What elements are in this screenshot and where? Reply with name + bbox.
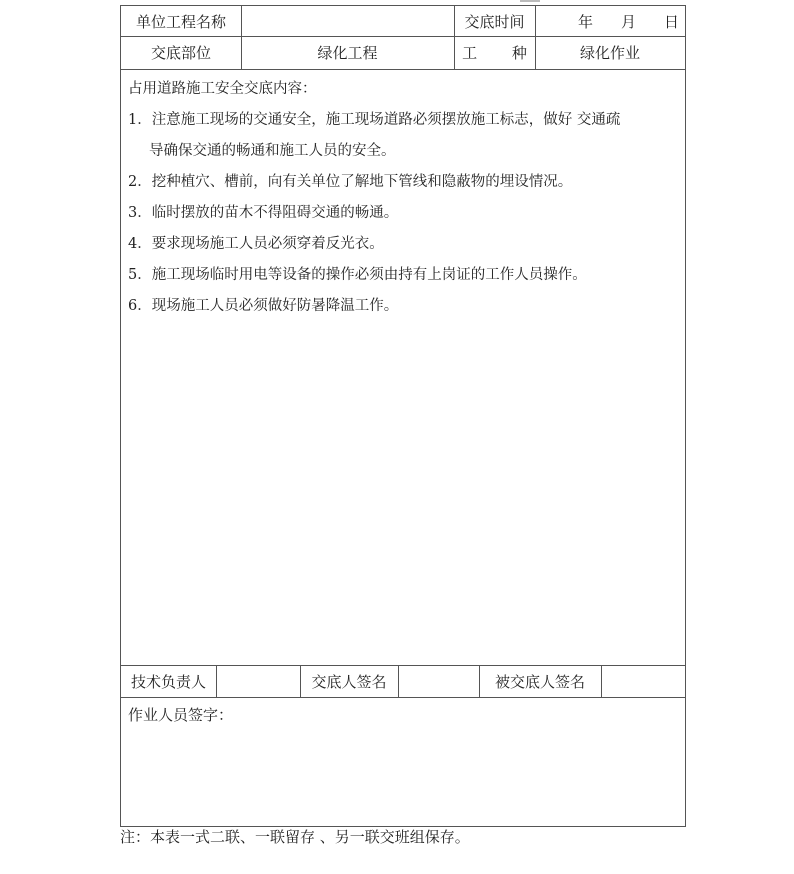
disclosure-part-value: 绿化工程 bbox=[317, 44, 378, 62]
content-item-5: 5．施工现场临时用电等设备的操作必须由持有上岗证的工作人员操作。 bbox=[128, 267, 587, 283]
disclosure-time-label: 交底时间 bbox=[464, 12, 525, 31]
receiver-signature-field[interactable] bbox=[601, 665, 685, 697]
project-name-field[interactable] bbox=[241, 6, 454, 36]
content-item-2: 2．挖种植穴、槽前，向有关单位了解地下管线和隐蔽物的埋设情况。 bbox=[128, 174, 573, 190]
content-item-4: 4．要求现场施工人员必须穿着反光衣。 bbox=[128, 236, 384, 252]
disclosure-form bbox=[120, 5, 686, 827]
tech-lead-label: 技术负责人 bbox=[130, 672, 206, 691]
content-item-6: 6．现场施工人员必须做好防暑降温工作。 bbox=[128, 298, 399, 314]
disclosure-date-field[interactable] bbox=[535, 6, 685, 36]
discloser-signature-field[interactable] bbox=[398, 665, 479, 697]
project-name-label: 单位工程名称 bbox=[135, 12, 226, 31]
row-divider-2 bbox=[121, 69, 685, 70]
trade-value: 绿化作业 bbox=[579, 44, 640, 62]
trade-label: 工 种 bbox=[462, 44, 527, 62]
workers-signature-area[interactable] bbox=[121, 726, 685, 826]
disclosure-part-label: 交底部位 bbox=[150, 44, 211, 62]
content-item-1: 1．注意施工现场的交通安全，施工现场道路必须摆放施工标志，做好 交通疏 bbox=[128, 112, 621, 128]
receiver-signature-label: 被交底人签名 bbox=[494, 672, 585, 691]
disclosure-content bbox=[128, 74, 681, 322]
workers-signature-label: 作业人员签字： bbox=[128, 706, 234, 724]
date-month-label: 月 bbox=[621, 12, 637, 31]
row-divider-4 bbox=[121, 697, 685, 698]
date-year-label: 年 bbox=[578, 12, 594, 31]
page-edge-mark bbox=[520, 0, 540, 2]
date-day-label: 日 bbox=[664, 12, 680, 31]
discloser-signature-label: 交底人签名 bbox=[311, 672, 387, 691]
content-title: 占用道路施工安全交底内容： bbox=[128, 81, 317, 97]
content-item-3: 3．临时摆放的苗木不得阻碍交通的畅通。 bbox=[128, 205, 399, 221]
tech-lead-field[interactable] bbox=[216, 665, 300, 697]
content-item-1-continued: 导确保交通的畅通和施工人员的安全。 bbox=[149, 143, 396, 159]
footer-note: 注：本表一式二联、一联留存 、另一联交班组保存。 bbox=[120, 828, 470, 846]
